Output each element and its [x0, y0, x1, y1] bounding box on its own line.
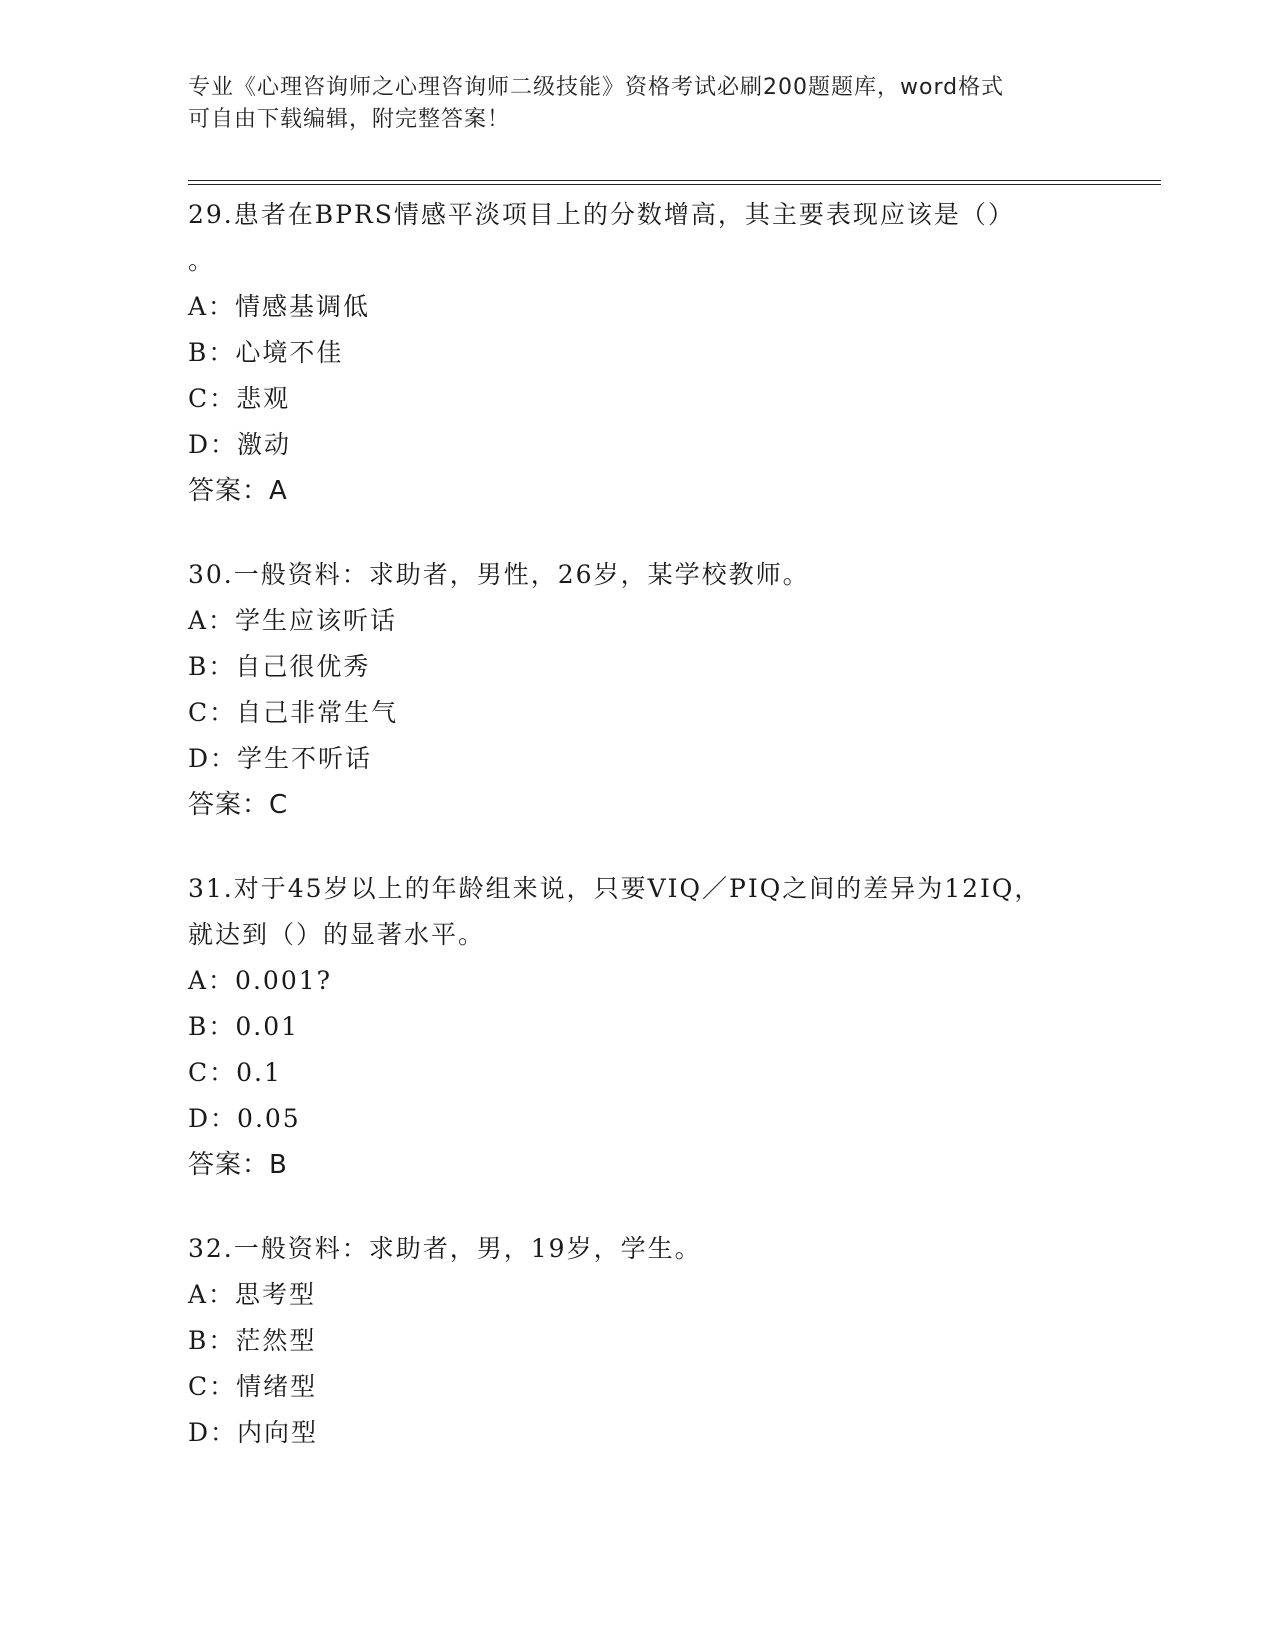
- answer: 答案：B: [188, 1150, 288, 1180]
- question-stem: 30.一般资料：求助者，男性，26岁，某学校教师。: [188, 560, 810, 589]
- question-stem: 32.一般资料：求助者，男，19岁，学生。: [188, 1234, 702, 1263]
- option-b: B：心境不佳: [188, 338, 344, 367]
- question-list: [188, 192, 1088, 1481]
- question-32: [188, 1226, 1088, 1456]
- option-c: C：悲观: [188, 384, 291, 413]
- option-c: C：0.1: [188, 1058, 282, 1087]
- option-d: D：激动: [188, 430, 292, 459]
- option-b: B：茫然型: [188, 1326, 317, 1355]
- header-line-1: 专业《心理咨询师之心理咨询师二级技能》资格考试必刷200题题库，word格式: [188, 75, 1005, 100]
- option-a: A：思考型: [188, 1280, 317, 1309]
- header-divider-bottom: [188, 184, 1161, 185]
- header-divider-top: [188, 180, 1161, 181]
- question-29: [188, 192, 1088, 514]
- option-a: A：0.001?: [188, 966, 333, 995]
- question-31: [188, 866, 1088, 1188]
- document-header: [188, 72, 1068, 136]
- header-line-2: 可自由下载编辑，附完整答案！: [188, 107, 511, 132]
- option-b: B：自己很优秀: [188, 652, 371, 681]
- option-b: B：0.01: [188, 1012, 300, 1041]
- question-stem: 31.对于45岁以上的年龄组来说，只要VIQ／PIQ之间的差异为12IQ，: [188, 874, 1042, 903]
- answer: 答案：A: [188, 476, 288, 506]
- option-d: D：0.05: [188, 1104, 301, 1133]
- question-stem-continuation: 就达到（）的显著水平。: [188, 920, 486, 949]
- option-a: A：学生应该听话: [188, 606, 398, 635]
- question-stem-continuation: 。: [188, 246, 216, 275]
- option-c: C：自己非常生气: [188, 698, 399, 727]
- option-c: C：情绪型: [188, 1372, 318, 1401]
- option-a: A：情感基调低: [188, 292, 371, 321]
- answer: 答案：C: [188, 790, 289, 820]
- question-30: [188, 552, 1088, 828]
- option-d: D：学生不听话: [188, 744, 373, 773]
- option-d: D：内向型: [188, 1418, 319, 1447]
- question-stem: 29.患者在BPRS情感平淡项目上的分数增高，其主要表现应该是（）: [188, 200, 1015, 229]
